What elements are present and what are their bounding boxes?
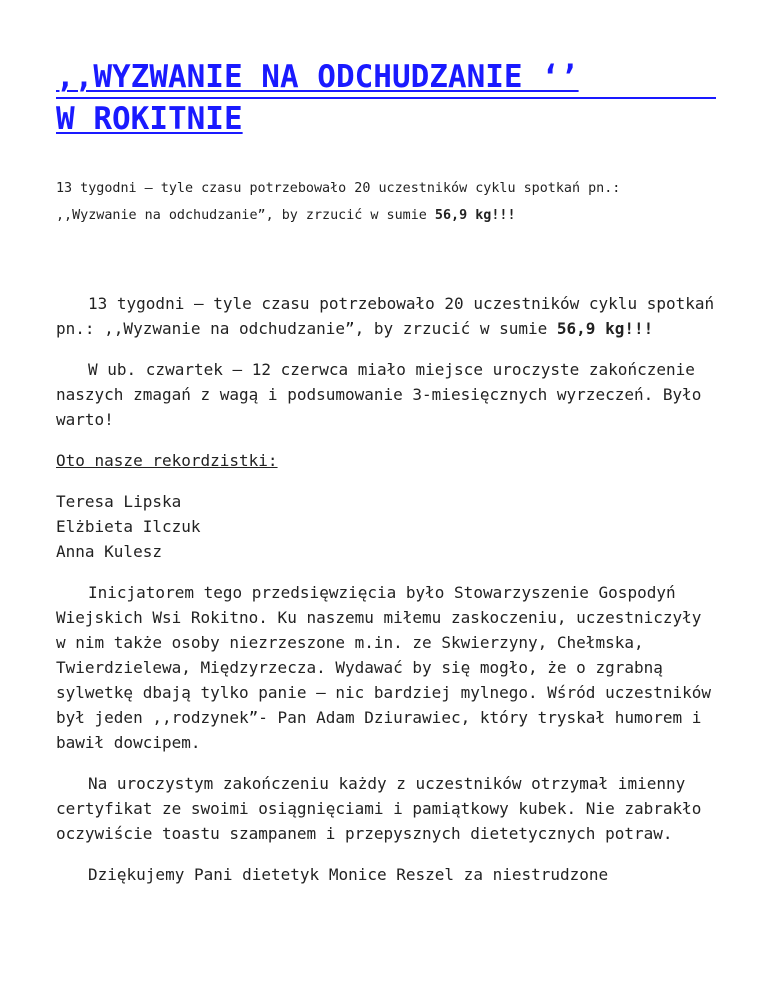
record-name: Teresa Lipska — [56, 492, 182, 511]
record-name: Elżbieta Ilczuk — [56, 517, 201, 536]
article-title-line-1[interactable]: ,,WYZWANIE NA ODCHUDZANIE ‘’ — [56, 57, 716, 99]
article-excerpt — [56, 175, 716, 229]
paragraph-thanks: Dziękujemy Pani dietetyk Monice Reszel za niestrudzone — [88, 865, 609, 884]
paragraph-intro — [56, 291, 716, 341]
excerpt-line-2-text: ,,Wyzwanie na odchudzanie”, by zrzucić w sumie — [56, 208, 435, 223]
excerpt-line-2 — [56, 202, 716, 229]
article — [56, 0, 716, 903]
excerpt-weight-total: 56,9 kg!!! — [434, 208, 516, 223]
article-title-link[interactable] — [56, 57, 716, 139]
article-title-line-2[interactable]: W ROKITNIE — [56, 101, 243, 137]
article-body — [56, 291, 716, 887]
records-heading: Oto nasze rekordzistki: — [56, 451, 278, 470]
paragraph-ceremony: Na uroczystym zakończeniu każdy z uczestników otrzymał imienny certyfikat ze swoimi osiągnięciami i pamiątkowy kubek. Nie zabrakło oczywiście toastu szampanem i przepysznych dietetycznych potraw. — [56, 774, 702, 843]
paragraph-intro-text: 13 tygodni – tyle czasu potrzebowało 20 uczestników cyklu spotkań pn.: ,,Wyzwanie na odchudzanie”, by zrzucić w sumie — [56, 294, 715, 338]
record-name: Anna Kulesz — [56, 542, 162, 561]
paragraph-intro-weight-total: 56,9 kg!!! — [556, 319, 654, 338]
excerpt-line-1: 13 tygodni – tyle czasu potrzebowało 20 uczestników cyklu spotkań pn.: — [56, 181, 621, 196]
paragraph-event: W ub. czwartek – 12 czerwca miało miejsce uroczyste zakończenie naszych zmagań z wagą i podsumowanie 3-miesięcznych wyrzeczeń. Było warto! — [56, 360, 702, 429]
paragraph-initiator: Inicjatorem tego przedsięwzięcia było Stowarzyszenie Gospodyń Wiejskich Wsi Rokitno. Ku naszemu miłemu zaskoczeniu, uczestniczyły w nim także osoby niezrzeszone m.in. ze Skwierzyny, Chełmska, Twierdzielewa, Międzyrzecza. Wydawać by się mogło, że o zgrabną sylwetkę dbają tylko panie – nic bardziej mylnego. Wśród uczestników był jeden ,,rodzynek”- Pan Adam Dziurawiec, który tryskał humorem i bawił dowcipem. — [56, 583, 712, 752]
record-names-list — [56, 489, 716, 564]
